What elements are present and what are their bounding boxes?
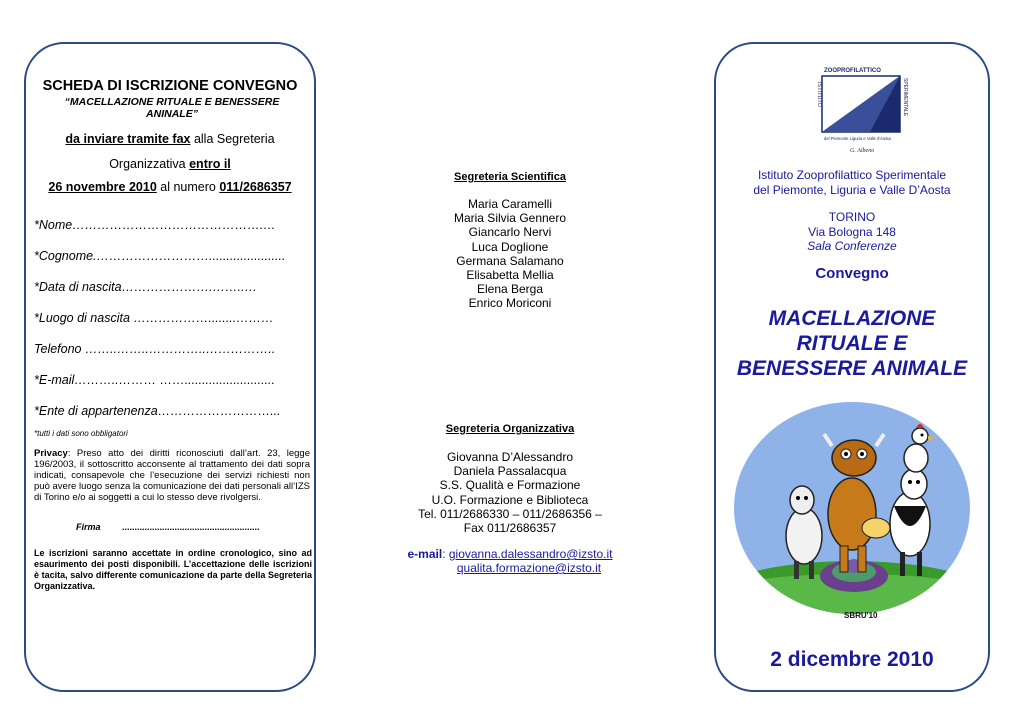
institute-name xyxy=(716,168,988,197)
event-date: 2 dicembre 2010 xyxy=(770,648,934,671)
scientific-secretariat-heading: Segreteria Scientifica xyxy=(454,171,566,183)
member: Elisabetta Mellia xyxy=(466,268,554,283)
izs-logo-graphic xyxy=(810,66,926,156)
email-link-2[interactable]: qualita.formazione@izsto.it xyxy=(456,561,602,575)
privacy-text: : Preso atto dei diritti riconosciuti dall’art. 23, legge 196/2003, il sottoscritto acconsente al trattamento dei dati sopra indicati, consapevole che l’esecuzione dei servizi richiesti non può avere luogo senza la comunicazione dei dati personali all’IZS di Torino e/o ai soggetti a cui lo stesso deve rivolgersi. xyxy=(34,448,310,503)
logo-right-text: SPERIMENTALE xyxy=(902,78,908,117)
member: Maria Silvia Gennero xyxy=(453,211,567,226)
form-title: SCHEDA DI ISCRIZIONE CONVEGNO xyxy=(42,78,298,94)
contact-line: U.O. Formazione e Biblioteca xyxy=(431,492,589,507)
deadline-date: 26 novembre 2010 xyxy=(48,180,157,194)
signature-label: Firma xyxy=(76,522,101,532)
institute-line-2: del Piemonte, Liguria e Valle D’Aosta xyxy=(753,182,951,197)
member: Germana Salamano xyxy=(456,253,564,268)
member: Giancarlo Nervi xyxy=(468,225,552,240)
contact-line: Fax 011/2686357 xyxy=(463,521,557,536)
logo-left-text: ISTITUTO xyxy=(816,82,822,107)
deadline-instruction xyxy=(26,157,314,171)
field-ente[interactable]: *Ente di appartenenza………………………... xyxy=(34,404,281,418)
deadline-line xyxy=(26,180,314,194)
organizzativa-text: Organizzativa xyxy=(109,157,190,171)
contact-line: Daniela Passalacqua xyxy=(453,464,567,479)
event-title xyxy=(716,306,988,381)
address: Via Bologna 148 xyxy=(808,224,896,239)
event-title-line-1: MACELLAZIONE xyxy=(768,307,936,330)
event-title-line-3: BENESSERE ANIMALE xyxy=(736,357,968,380)
send-by-fax-label: da inviare tramite fax xyxy=(65,132,191,146)
field-telefono[interactable]: Telefono ……..……..…………..…………….. xyxy=(34,342,276,356)
convegno-label: Convegno xyxy=(815,265,889,282)
registration-form-panel xyxy=(24,42,316,692)
email-block: e-mail: giovanna.dalessandro@izsto.it qualita.formazione@izsto.it xyxy=(407,547,613,575)
venue-room: Sala Conferenze xyxy=(807,239,897,253)
contact-line: Tel. 011/2686330 – 011/2686356 – xyxy=(418,506,602,521)
signature-line[interactable]: ....................................................... xyxy=(122,522,260,532)
to-secretariat-text: alla Segreteria xyxy=(190,132,275,146)
fax-number: 011/2686357 xyxy=(219,180,292,194)
organizing-secretariat-heading: Segreteria Organizzativa xyxy=(445,423,575,435)
field-data-nascita[interactable]: *Data di nascita………………….……..… xyxy=(34,280,257,294)
member: Maria Caramelli xyxy=(467,197,553,211)
field-nome[interactable]: *Nome……………………………………….… xyxy=(34,218,276,232)
member: Elena Berga xyxy=(476,282,544,297)
form-subtitle: “MACELLAZIONE RITUALE E BENESSERE ANINALE” xyxy=(64,96,280,120)
member: Enrico Moriconi xyxy=(468,296,552,311)
institute-line-1: Istituto Zooprofilattico Sperimentale xyxy=(757,168,947,182)
izs-logo xyxy=(810,66,926,156)
by-date-label: entro il xyxy=(189,157,231,171)
organizing-contacts xyxy=(400,450,620,535)
field-luogo-nascita[interactable]: *Luogo di nascita ………………........……… xyxy=(34,311,274,325)
venue-info xyxy=(716,210,988,254)
cover-panel xyxy=(714,42,990,692)
send-instruction xyxy=(26,132,314,146)
registration-notes: Le iscrizioni saranno accettate in ordine cronologico, sino ad esaurimento dei posti disponibili. L’accettazione delle iscrizioni è tacita, salvo differente comunicazione da parte della Segreteria Organizzativa. xyxy=(34,548,312,591)
scientific-members xyxy=(400,197,620,311)
logo-bottom-text: del Piemonte Liguria e Valle d'Aosta xyxy=(824,136,891,141)
animals-cartoon-illustration xyxy=(724,396,980,626)
at-number-text: al numero xyxy=(156,180,220,194)
member: Luca Doglione xyxy=(471,239,549,254)
privacy-statement xyxy=(34,448,310,503)
privacy-label: Privacy xyxy=(34,448,68,459)
required-note: *tutti i dati sono obbligatori xyxy=(34,429,128,438)
email-link-1[interactable]: giovanna.dalessandro@izsto.it xyxy=(448,547,613,561)
email-label: e-mail xyxy=(407,547,443,561)
contact-line: Giovanna D’Alessandro xyxy=(446,450,574,464)
field-email[interactable]: *E-mail………..……… …….......................... xyxy=(34,373,275,387)
city: TORINO xyxy=(828,210,876,224)
illustration-signature: SBRU'10 xyxy=(844,611,878,620)
logo-signature: G. Albeno xyxy=(850,148,875,154)
logo-top-text: ZOOPROFILATTICO xyxy=(824,68,881,74)
event-title-line-2: RITUALE E xyxy=(796,332,908,355)
animals-cartoon-graphic xyxy=(724,396,980,626)
field-cognome[interactable]: *Cognome.………………………...................... xyxy=(34,249,286,263)
contact-line: S.S. Qualità e Formazione xyxy=(439,478,581,493)
